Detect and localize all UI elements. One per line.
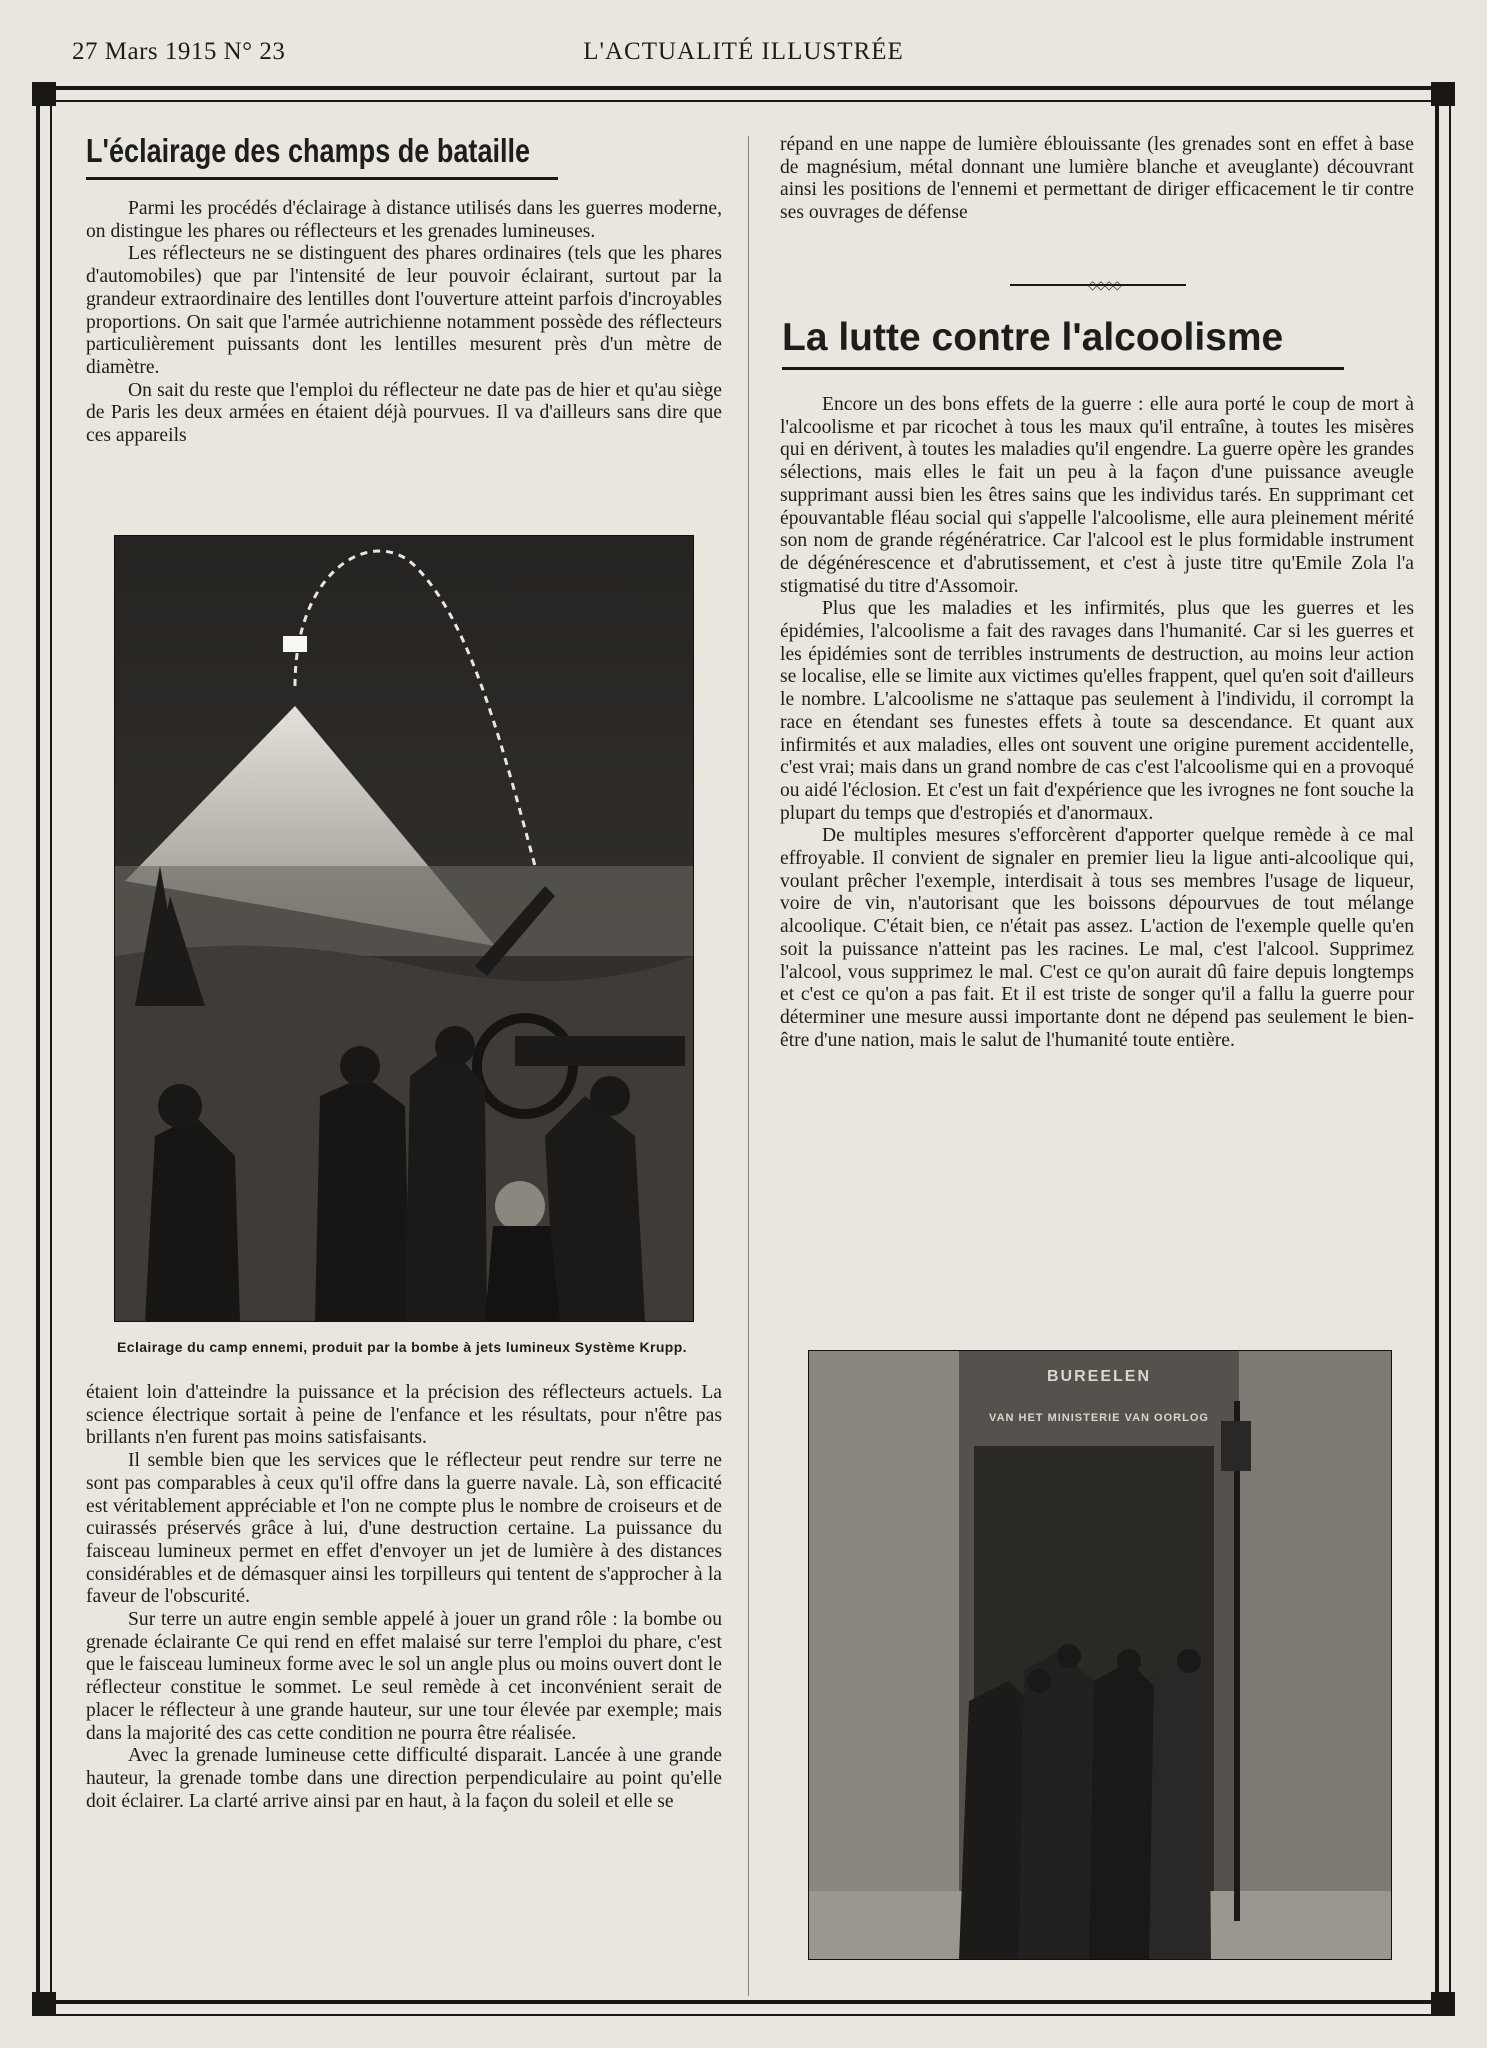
paragraph: Il semble bien que les services que le réflecteur peut rendre sur terre ne sont pas comparables à ceux qu'il offre dans la guerre navale. Là, son efficacité est véritablement appréciable et l'on ne compte plus le nombre de croiseurs et de cuirassés préservés grâce à lui, d'une destruction certaine. La puissance du faisceau lumineux permet en effet d'envoyer un jet de lumière à des distances considérables et de démasquer ainsi les torpilleurs qui tentent de s'approcher à la faveur de l'obscurité. <box>86 1450 722 1608</box>
issue-date: 27 Mars 1915 N° 23 <box>72 38 286 65</box>
illustration-caption: Eclairage du camp ennemi, produit par la bombe à jets lumineux Système Krupp. <box>117 1339 687 1355</box>
frame-right-rule <box>1435 96 1451 2002</box>
paragraph: répand en une nappe de lumière éblouissante (les grenades sont en effet à base de magnésium, métal donnant une lumière blanche et aveuglante) découvrant ainsi les positions de l'ennemi et permettant de diriger efficacement le tir contre ses ouvrages de défense <box>780 134 1414 224</box>
frame-bottom-rule <box>34 2000 1453 2016</box>
sign-text-line2: VAN HET MINISTERIE VAN OORLOG <box>989 1412 1209 1424</box>
article1-continuation <box>780 134 1414 225</box>
article1-text-bottom <box>86 1382 722 1813</box>
paragraph: Parmi les procédés d'éclairage à distance utilisés dans les guerres moderne, on distingue les phares ou réflecteurs et les grenades lumineuses. <box>86 198 722 242</box>
article1-title: L'éclairage des champs de bataille <box>86 132 531 169</box>
article1-text-top <box>86 198 722 448</box>
battlefield-illustration <box>114 535 694 1322</box>
page-header <box>72 38 1415 78</box>
title-underline <box>86 177 558 180</box>
frame-corner <box>32 1992 56 2016</box>
paragraph: Encore un des bons effets de la guerre : elle aura porté le coup de mort à l'alcoolisme et par ricochet à tous les maux qu'il entraîne, à toutes les misères qui en dérivent, à toutes les maladies qu'il engendre. La guerre opère les grandes sélections, mais elles le fait un peu à la façon d'une puissance aveugle supprimant aussi bien les êtres sains que les individus tarés. En supprimant cet épouvantable fléau social qui s'appelle l'alcoolisme, elle aura pleinement mérité son nom de grande régénératrice. Car l'alcool est le plus formidable instrument de dégénérescence et d'abrutissement, et c'est à juste titre qu'Emile Zola l'a stigmatisé du titre d'Assomoir. <box>780 394 1414 597</box>
frame-corner <box>1431 82 1455 106</box>
publication-title: L'ACTUALITÉ ILLUSTRÉE <box>583 38 904 65</box>
paragraph: De multiples mesures s'efforcèrent d'apporter quelque remède à ce mal effroyable. Il convient de signaler en premier lieu la ligue anti-alcoolique qui, voulant prêcher l'exemple, interdisait à tous ses membres l'usage de liqueur, voire de vin, n'autorisant que les boissons dépourvues de tout mélange alcoolique. C'était bien, ce n'était pas assez. L'action de l'exemple quelle qu'en soit la puissance n'atteint pas les racines. Le mal, c'est l'alcool. Supprimez l'alcool, vous supprimez le mal. C'est ce qu'on aurait dû faire depuis longtemps et c'est ce qu'on a pas fait. Et il est triste de songer qu'il a fallu la guerre pour déterminer une mesure aussi importante dont ne dépend pas seulement le bien-être d'une nation, mais le salut de l'humanité toute entière. <box>780 825 1414 1051</box>
paragraph: On sait du reste que l'emploi du réflecteur ne date pas de hier et qu'au siège de Paris les deux armées en étaient déjà pourvues. Il va d'ailleurs sans dire que ces appareils <box>86 379 722 447</box>
sign-text-line1: BUREELEN <box>1046 1368 1152 1385</box>
title-underline <box>782 367 1344 370</box>
article2-title: La lutte contre l'alcoolisme <box>782 316 1284 359</box>
paragraph: étaient loin d'atteindre la puissance et la précision des réflecteurs actuels. La science électrique sortait à peine de l'enfance et les résultats, pour n'être pas brillants n'en furent pas moins satisfaisants. <box>86 1382 722 1449</box>
ministry-photo-drawing <box>809 1351 1391 1959</box>
column-divider <box>748 136 749 1996</box>
frame-corner <box>1431 1992 1455 2016</box>
section-ornament: ◇◇◇◇ <box>1010 282 1186 288</box>
battlefield-illustration-drawing <box>115 536 693 1321</box>
frame-corner <box>32 82 56 106</box>
paragraph: Avec la grenade lumineuse cette difficulté disparait. Lancée à une grande hauteur, la grenade tombe dans une direction perpendiculaire au point qu'elle doit éclairer. La clarté arrive ainsi par en haut, à la façon du soleil et elle se <box>86 1745 722 1812</box>
article2-text <box>780 394 1414 1052</box>
frame-left-rule <box>36 96 52 2002</box>
frame-top-rule <box>34 86 1453 102</box>
paragraph: Plus que les maladies et les infirmités, plus que les guerres et les épidémies, l'alcoolisme a fait des ravages dans l'humanité. Car si les guerres et les épidémies sont de terribles instruments de destruction, au moins leur action se localise, elle se limite aux victimes qu'elles frappent, quel qu'en soit d'ailleurs le nombre. L'alcoolisme ne s'attaque pas seulement à l'individu, il corrompt la race en étendant ses funestes effets à toute sa descendance. Et quant aux infirmités et aux maladies, elles ont souvent une origine purement accidentelle, c'est vrai; mais dans un grand nombre de cas c'est l'alcoolisme qui en a provoqué ou aidé l'éclosion. Et c'est un fait d'expérience que les ivrognes ne font souche la plupart du temps que d'estropiés et d'anormaux. <box>780 598 1414 824</box>
paragraph: Les réflecteurs ne se distinguent des phares ordinaires (tels que les phares d'automobiles) que par l'intensité de leur pouvoir éclairant, surtout par la grandeur extraordinaire des lentilles dont l'ouverture atteint parfois d'incroyables proportions. On sait que l'armée autrichienne notamment possède des réflecteurs particulièrement puissants dont les lentilles mesurent près d'un mètre de diamètre. <box>86 243 722 378</box>
paragraph: Sur terre un autre engin semble appelé à jouer un grand rôle : la bombe ou grenade éclairante Ce qui rend en effet malaisé sur terre l'emploi du phare, c'est que le faisceau lumineux forme avec le sol un angle plus ou moins ouvert dont le réflecteur constitue le sommet. Le seul remède à cet inconvénient serait de placer le réflecteur à une grande hauteur, sur une tour élevée par exemple; mais dans la majorité des cas cette condition ne pourra être réalisée. <box>86 1609 722 1744</box>
ministry-photo <box>808 1350 1392 1960</box>
